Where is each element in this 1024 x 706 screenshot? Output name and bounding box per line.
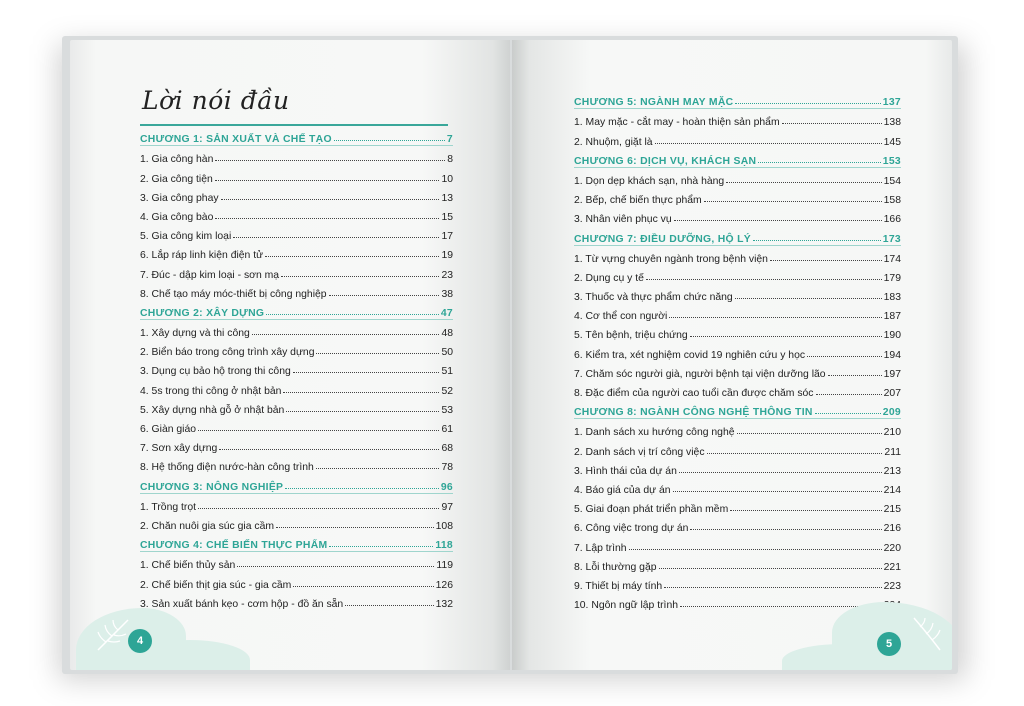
toc-row bbox=[140, 261, 453, 280]
dot-leader bbox=[215, 218, 439, 219]
toc-row bbox=[140, 416, 453, 435]
toc-chapter-row bbox=[140, 473, 453, 493]
toc-row bbox=[140, 397, 453, 416]
section-title: 2. Biển báo trong công trình xây dựng bbox=[140, 347, 315, 359]
dot-leader bbox=[673, 491, 882, 492]
page-ref: 221 bbox=[883, 561, 901, 573]
page-ref: 209 bbox=[882, 407, 901, 419]
toc-row bbox=[574, 322, 901, 341]
section-title: 7. Chăm sóc người già, người bệnh tại viện dưỡng lão bbox=[574, 368, 826, 380]
dot-leader bbox=[252, 334, 440, 335]
section-title: 6. Kiểm tra, xét nghiệm covid 19 nghiên cứu y học bbox=[574, 349, 806, 361]
dot-leader bbox=[266, 314, 439, 315]
section-title: 5. Tên bệnh, triệu chứng bbox=[574, 330, 688, 342]
toc-row bbox=[574, 419, 901, 438]
toc-row bbox=[140, 591, 453, 610]
page-ref: 15 bbox=[441, 211, 453, 223]
dot-leader bbox=[219, 449, 439, 450]
section-title: 2. Chăn nuôi gia súc gia cầm bbox=[140, 520, 275, 532]
dot-leader bbox=[345, 605, 433, 606]
page-ref: 187 bbox=[883, 311, 901, 323]
page-ref: 137 bbox=[882, 97, 901, 109]
dot-leader bbox=[730, 510, 881, 511]
section-title: 3. Hình thái của dự án bbox=[574, 465, 677, 477]
toc-chapter-row bbox=[574, 225, 901, 245]
section-title: 3. Gia công phay bbox=[140, 192, 219, 204]
chapter-title: CHƯƠNG 6: DỊCH VỤ, KHÁCH SẠN bbox=[574, 155, 757, 167]
dot-leader bbox=[707, 453, 883, 454]
dot-leader bbox=[770, 260, 882, 261]
dot-leader bbox=[680, 606, 882, 607]
page-ref: 145 bbox=[883, 136, 901, 148]
section-title: 3. Dụng cụ bảo hộ trong thi công bbox=[140, 366, 291, 378]
section-title: 6. Công việc trong dự án bbox=[574, 523, 689, 535]
section-title: 2. Bếp, chế biến thực phẩm bbox=[574, 195, 702, 207]
dot-leader bbox=[276, 527, 434, 528]
page-ref: 50 bbox=[441, 347, 453, 359]
section-title: 1. Dọn dẹp khách sạn, nhà hàng bbox=[574, 175, 725, 187]
toc-row bbox=[140, 281, 453, 300]
toc-chapter-row bbox=[140, 300, 453, 320]
section-title: 1. Xây dựng và thi công bbox=[140, 328, 250, 340]
page-ref: 223 bbox=[883, 580, 901, 592]
toc-row bbox=[574, 534, 901, 553]
toc-row bbox=[574, 206, 901, 225]
dot-leader bbox=[664, 587, 881, 588]
section-title: 8. Lỗi thường gặp bbox=[574, 561, 657, 573]
section-title: 7. Đúc - dập kim loại - sơn mạ bbox=[140, 269, 280, 281]
dot-leader bbox=[737, 433, 882, 434]
dot-leader bbox=[334, 140, 445, 141]
toc-row bbox=[574, 554, 901, 573]
toc-chapter-row bbox=[140, 126, 453, 146]
page-ref: 166 bbox=[883, 214, 901, 226]
toc-row bbox=[574, 438, 901, 457]
toc-row bbox=[140, 513, 453, 532]
section-title: 1. Danh sách xu hướng công nghệ bbox=[574, 427, 735, 439]
page-ref: 108 bbox=[435, 520, 453, 532]
page-ref: 13 bbox=[441, 192, 453, 204]
section-title: 4. Gia công bào bbox=[140, 211, 214, 223]
dot-leader bbox=[659, 568, 882, 569]
section-title: 1. Chế biến thủy sản bbox=[140, 560, 236, 572]
dot-leader bbox=[674, 220, 882, 221]
dot-leader bbox=[758, 162, 880, 163]
dot-leader bbox=[237, 566, 434, 567]
toc-chapter-row bbox=[574, 399, 901, 419]
page-ref: 213 bbox=[883, 465, 901, 477]
dot-leader bbox=[198, 430, 439, 431]
dot-leader bbox=[669, 317, 881, 318]
dot-leader bbox=[293, 586, 433, 587]
page-ref: 194 bbox=[883, 349, 901, 361]
dot-leader bbox=[316, 353, 439, 354]
dot-leader bbox=[198, 508, 439, 509]
page-ref: 215 bbox=[883, 504, 901, 516]
dot-leader bbox=[816, 394, 882, 395]
dot-leader bbox=[283, 392, 439, 393]
left-page bbox=[70, 40, 510, 670]
page-ref: 179 bbox=[883, 272, 901, 284]
section-title: 3. Sản xuất bánh kẹo - cơm hộp - đồ ăn sẵn bbox=[140, 598, 344, 610]
section-title: 6. Lắp ráp linh kiện điện tử bbox=[140, 250, 264, 262]
toc-row bbox=[140, 242, 453, 261]
dot-leader bbox=[646, 279, 882, 280]
dot-leader bbox=[215, 160, 445, 161]
page-ref: 7 bbox=[446, 134, 453, 146]
toc-chapter-row bbox=[574, 89, 901, 109]
dot-leader bbox=[735, 103, 880, 104]
dot-leader bbox=[629, 549, 882, 550]
right-page bbox=[512, 40, 952, 670]
section-title: 4. Cơ thể con người bbox=[574, 311, 668, 323]
toc-row bbox=[140, 377, 453, 396]
dot-leader bbox=[293, 372, 440, 373]
page-ref: 220 bbox=[883, 542, 901, 554]
dot-leader bbox=[265, 256, 439, 257]
page-ref: 68 bbox=[441, 443, 453, 455]
page-ref: 211 bbox=[884, 446, 901, 458]
page-ref: 97 bbox=[441, 501, 453, 513]
sprig-icon bbox=[94, 614, 134, 654]
page-ref: 51 bbox=[441, 366, 453, 378]
page-number-badge: 4 bbox=[128, 629, 152, 653]
toc-chapter-row bbox=[574, 148, 901, 168]
toc-row bbox=[574, 458, 901, 477]
toc-row bbox=[140, 223, 453, 242]
page-ref: 118 bbox=[435, 540, 453, 552]
page-ref: 138 bbox=[883, 117, 901, 129]
toc-row bbox=[140, 435, 453, 454]
section-title: 9. Thiết bị máy tính bbox=[574, 580, 663, 592]
section-title: 3. Thuốc và thực phẩm chức năng bbox=[574, 292, 733, 304]
chapter-title: CHƯƠNG 2: XÂY DỰNG bbox=[140, 307, 265, 319]
dot-leader bbox=[215, 180, 440, 181]
toc-row bbox=[140, 165, 453, 184]
page-ref: 47 bbox=[440, 307, 453, 319]
dot-leader bbox=[329, 546, 433, 547]
page-ref: 119 bbox=[436, 560, 453, 572]
page-ref: 216 bbox=[883, 523, 901, 535]
section-title: 5. Giai đoạn phát triển phần mềm bbox=[574, 504, 729, 516]
dot-leader bbox=[655, 143, 882, 144]
toc-row bbox=[140, 358, 453, 377]
page-ref: 52 bbox=[441, 385, 453, 397]
toc-row bbox=[140, 320, 453, 339]
dot-leader bbox=[221, 199, 440, 200]
section-title: 8. Chế tạo máy móc-thiết bị công nghiệp bbox=[140, 288, 327, 300]
toc-row bbox=[574, 341, 901, 360]
page-ref: 214 bbox=[883, 484, 901, 496]
toc-row bbox=[574, 496, 901, 515]
dot-leader bbox=[753, 240, 881, 241]
section-title: 2. Gia công tiện bbox=[140, 173, 213, 185]
dot-leader bbox=[329, 295, 440, 296]
dot-leader bbox=[690, 529, 881, 530]
toc-row bbox=[140, 552, 453, 571]
section-title: 7. Lập trình bbox=[574, 542, 627, 554]
toc-row bbox=[574, 380, 901, 399]
page-ref: 190 bbox=[883, 330, 901, 342]
toc-row bbox=[574, 515, 901, 534]
page-ref: 96 bbox=[440, 481, 453, 493]
section-title: 6. Giàn giáo bbox=[140, 424, 197, 435]
page-ref: 23 bbox=[441, 269, 453, 281]
toc-row bbox=[574, 265, 901, 284]
toc-row bbox=[140, 494, 453, 513]
page-title: Lời nói đầu bbox=[142, 86, 290, 115]
dot-leader bbox=[233, 237, 439, 238]
dot-leader bbox=[286, 411, 439, 412]
chapter-title: CHƯƠNG 1: SẢN XUẤT VÀ CHẾ TẠO bbox=[140, 134, 332, 146]
toc-row bbox=[140, 454, 453, 473]
dot-leader bbox=[690, 336, 882, 337]
page-ref: 173 bbox=[882, 233, 901, 245]
page-ref: 53 bbox=[441, 404, 453, 416]
section-title: 10. Ngôn ngữ lập trình bbox=[574, 600, 679, 612]
page-ref: 19 bbox=[441, 250, 453, 262]
page-ref: 78 bbox=[441, 462, 453, 474]
page-ref: 17 bbox=[441, 231, 453, 243]
page-ref: 48 bbox=[441, 328, 453, 340]
dot-leader bbox=[285, 488, 439, 489]
toc-row bbox=[140, 204, 453, 223]
page-ref: 38 bbox=[441, 288, 453, 300]
dot-leader bbox=[704, 201, 882, 202]
toc-row bbox=[574, 109, 901, 128]
section-title: 7. Sơn xây dựng bbox=[140, 443, 218, 455]
chapter-title: CHƯƠNG 7: ĐIỀU DƯỠNG, HỘ LÝ bbox=[574, 233, 751, 245]
page-ref: 10 bbox=[441, 173, 453, 185]
section-title: 8. Hệ thống điện nước-hàn công trình bbox=[140, 462, 314, 474]
page-number-badge: 5 bbox=[877, 632, 901, 656]
chapter-title: CHƯƠNG 4: CHẾ BIẾN THỰC PHẨM bbox=[140, 540, 328, 552]
page-ref: 8 bbox=[447, 154, 453, 166]
chapter-title: CHƯƠNG 5: NGÀNH MAY MẶC bbox=[574, 97, 734, 109]
dot-leader bbox=[815, 413, 881, 414]
page-ref: 61 bbox=[441, 424, 453, 435]
section-title: 8. Đặc điểm của người cao tuổi cần được chăm sóc bbox=[574, 388, 814, 399]
dot-leader bbox=[281, 276, 439, 277]
dot-leader bbox=[735, 298, 882, 299]
toc-row bbox=[574, 128, 901, 147]
page-ref: 174 bbox=[883, 253, 901, 265]
page-ref: 210 bbox=[883, 427, 901, 439]
section-title: 4. Báo giá của dự án bbox=[574, 484, 671, 496]
dot-leader bbox=[807, 356, 882, 357]
toc-row bbox=[140, 146, 453, 165]
page-ref: 126 bbox=[435, 579, 453, 591]
section-title: 1. May mặc - cắt may - hoàn thiện sản phẩm bbox=[574, 117, 780, 129]
section-title: 4. 5s trong thi công ở nhật bản bbox=[140, 385, 282, 397]
dot-leader bbox=[679, 472, 882, 473]
page-ref: 154 bbox=[883, 175, 901, 187]
section-title: 2. Danh sách vị trí công việc bbox=[574, 446, 705, 458]
toc-row bbox=[140, 571, 453, 590]
section-title: 2. Dụng cụ y tế bbox=[574, 272, 644, 284]
dot-leader bbox=[726, 182, 881, 183]
section-title: 2. Nhuộm, giặt là bbox=[574, 136, 653, 148]
section-title: 3. Nhân viên phục vụ bbox=[574, 214, 672, 226]
toc-list-right bbox=[574, 89, 901, 611]
chapter-title: CHƯƠNG 8: NGÀNH CÔNG NGHỆ THÔNG TIN bbox=[574, 407, 813, 419]
toc-row bbox=[574, 187, 901, 206]
toc-row bbox=[574, 168, 901, 187]
page-ref: 197 bbox=[883, 368, 901, 380]
toc-row bbox=[574, 303, 901, 322]
toc-row bbox=[574, 284, 901, 303]
toc-row bbox=[574, 573, 901, 592]
toc-list-left bbox=[140, 126, 453, 610]
toc-row bbox=[140, 185, 453, 204]
dot-leader bbox=[828, 375, 882, 376]
section-title: 2. Chế biến thịt gia súc - gia cầm bbox=[140, 579, 292, 591]
page-ref: 158 bbox=[883, 195, 901, 207]
page-ref: 153 bbox=[882, 155, 901, 167]
dot-leader bbox=[316, 468, 440, 469]
toc-chapter-row bbox=[140, 532, 453, 552]
toc-row bbox=[574, 361, 901, 380]
section-title: 5. Xây dựng nhà gỗ ở nhật bản bbox=[140, 404, 285, 416]
sprig-icon bbox=[908, 612, 944, 652]
toc-row bbox=[574, 246, 901, 265]
page-ref: 183 bbox=[883, 292, 901, 304]
section-title: 1. Trồng trọt bbox=[140, 501, 197, 513]
toc-row bbox=[140, 339, 453, 358]
section-title: 5. Gia công kim loại bbox=[140, 231, 232, 243]
dot-leader bbox=[782, 123, 882, 124]
page-ref: 207 bbox=[883, 388, 901, 399]
chapter-title: CHƯƠNG 3: NÔNG NGHIỆP bbox=[140, 481, 284, 493]
page-ref: 132 bbox=[435, 598, 453, 610]
section-title: 1. Từ vựng chuyên ngành trong bệnh viện bbox=[574, 253, 768, 265]
toc-row bbox=[574, 477, 901, 496]
section-title: 1. Gia công hàn bbox=[140, 154, 214, 166]
